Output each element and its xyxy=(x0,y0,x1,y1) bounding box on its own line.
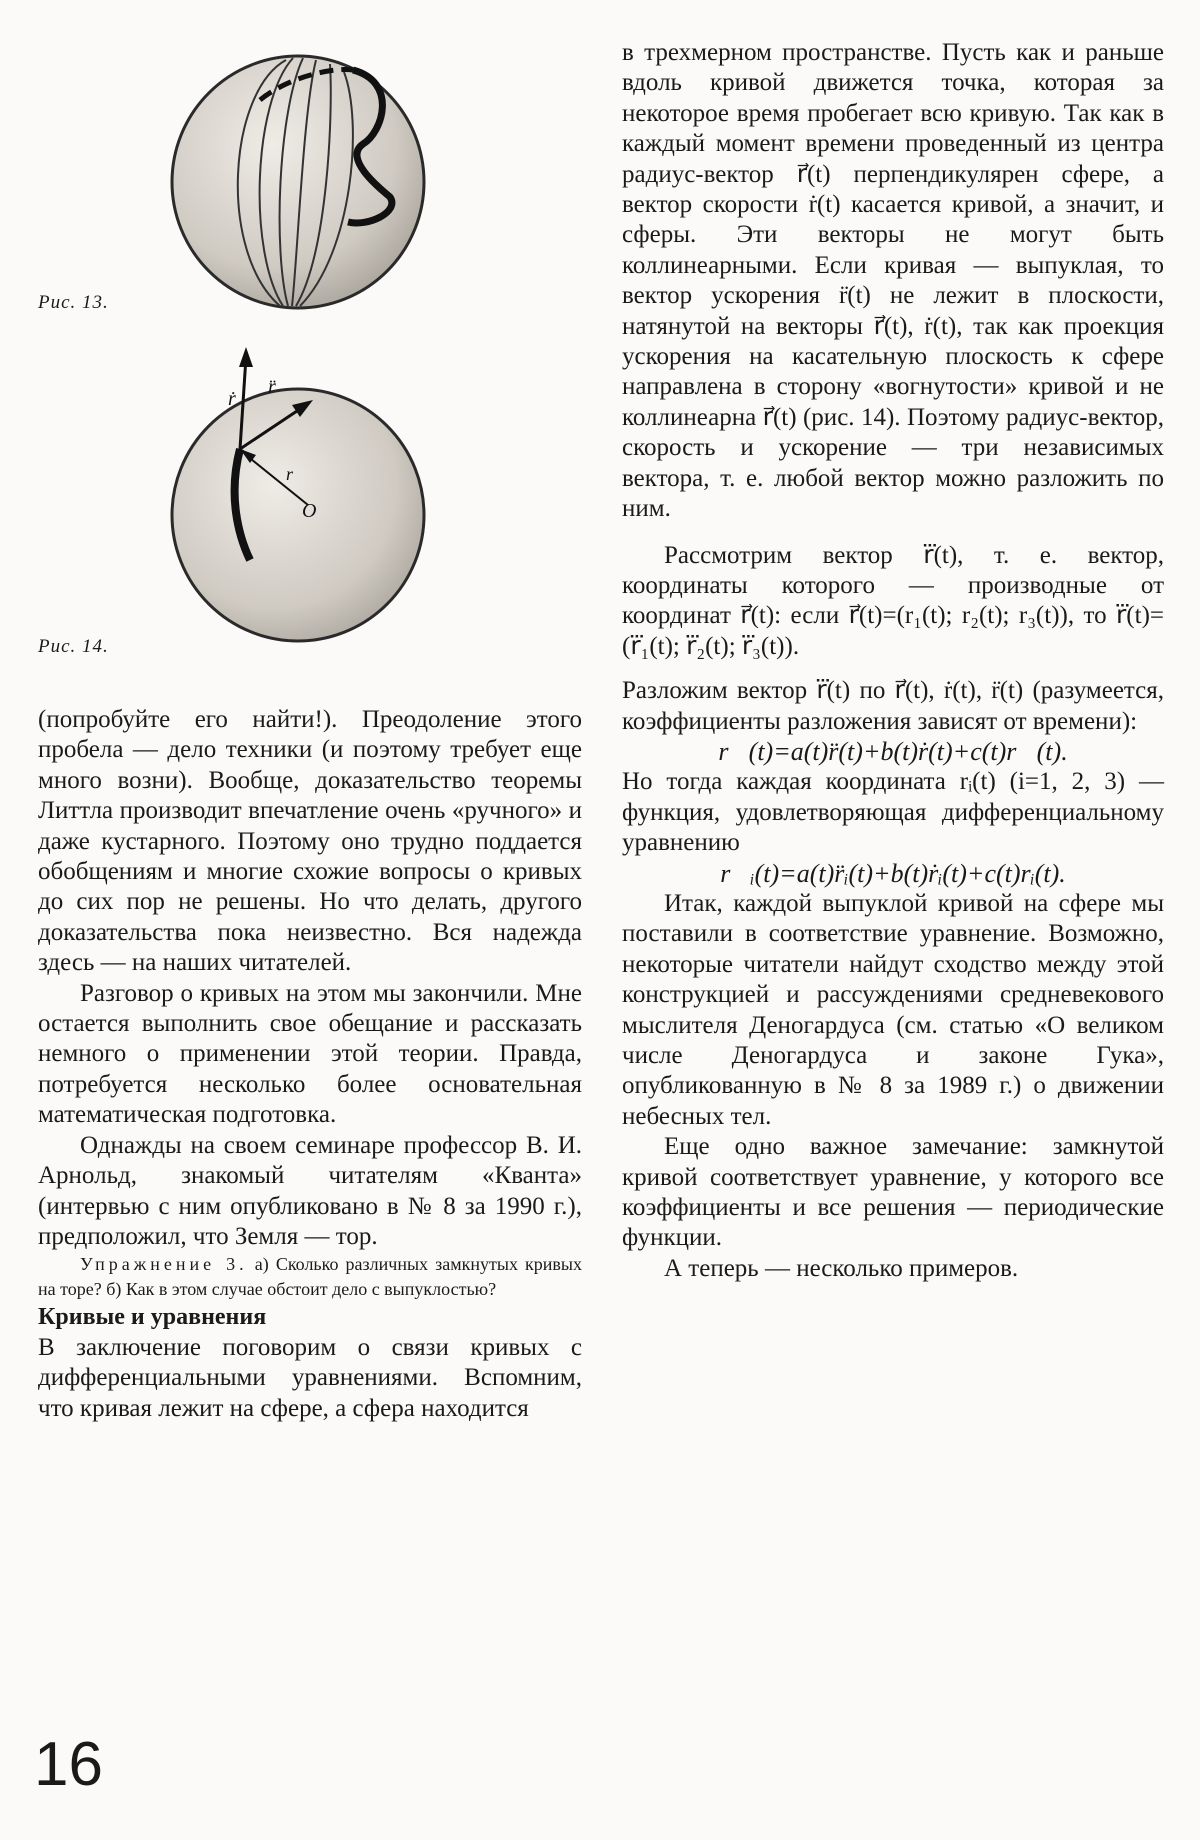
right-paragraph-7: А теперь — несколько примеров. xyxy=(664,1254,1019,1282)
right-paragraph-6: Еще одно важное замечание: замкнутой кривой соответствует уравнение, у которого все коэффициенты и все решения — периодические функции. xyxy=(622,1133,1164,1252)
figure-14 xyxy=(168,345,438,655)
left-paragraph-3: Однажды на своем семинаре профессор В. И. Арнольд, знакомый читателям «Кванта» (интервью с ним опубликовано в № 8 за 1990 г.), предположил, что Земля — тор. xyxy=(38,1131,582,1250)
label-r-dot: ṙ xyxy=(228,388,236,410)
exercise-text: а) Сколько различных замкнутых кривых на торе? б) Как в этом случае обстоит дело с выпуклостью? xyxy=(38,1254,583,1300)
figure-14-caption: Рис. 14. xyxy=(38,636,109,657)
right-paragraph-2: Рассмотрим вектор r⃛(t), т. е. вектор, координаты которого — производные от координат r⃗(t): если r⃗(t)=(r₁(t); r₂(t); r₃(t)), то r⃛(t)=(r⃛₁(t); r⃛₂(t); r⃛₃(t)). xyxy=(622,541,1164,660)
label-r-ddot: r̈ xyxy=(268,376,276,398)
formula-1: r⃛(t)=a(t)r̈(t)+b(t)ṙ(t)+c(t)r⃗(t). xyxy=(718,736,1068,766)
left-column xyxy=(38,705,582,1424)
figure-13-caption: Рис. 13. xyxy=(38,292,109,313)
page-number: 16 xyxy=(34,1730,103,1799)
right-paragraph-5: Итак, каждой выпуклой кривой на сфере мы поставили в соответствие уравнение. Возможно, некоторые читатели найдут сходство между этой конструкцией и рассуждениями средневекового мыслителя Деногардуса (см. статью «О великом числе Деногардуса и законе Гука», опубликованную в № 8 за 1989 г.) о движении небесных тел. xyxy=(622,889,1164,1130)
right-paragraph-1: в трехмерном пространстве. Пусть как и раньше вдоль кривой движется точка, которая за некоторое время пробегает всю кривую. Так как в каждый момент времени проведенный из центра радиус-вектор r⃗(t) перпендикулярен сфере, а вектор скорости ṙ(t) касается кривой, а значит, и сферы. Эти векторы не могут быть коллинеарными. Если кривая — выпуклая, то вектор ускорения r̈(t) не лежит в плоскости, натянутой на векторы r⃗(t), ṙ(t), так как проекция ускорения на касательную плоскость к сфере направлена в сторону «вогнутости» кривой и не коллинеарна r⃗(t) (рис. 14). Поэтому радиус-вектор, скорость и ускорение — три независимых вектора, т. е. любой вектор можно разложить по ним. xyxy=(622,39,1164,523)
right-paragraph-3: Разложим вектор r⃛(t) по r⃗(t), ṙ(t), r̈(t) (разумеется, коэффициенты разложения зависят от времени): xyxy=(622,677,1164,735)
section-heading: Кривые и уравнения xyxy=(38,1304,267,1331)
left-paragraph-2: Разговор о кривых на этом мы закончили. Мне остается выполнить свое обещание и рассказать немного о применении этой теории. Правда, потребуется несколько более основательная математическая подготовка. xyxy=(38,979,582,1129)
exercise-3 xyxy=(38,1252,582,1302)
exercise-label: Упражнение 3. xyxy=(80,1254,248,1275)
figure-13 xyxy=(168,52,438,312)
left-paragraph-4: В заключение поговорим о связи кривых с дифференциальными уравнениями. Вспомним, что кривая лежит на сфере, а сфера находится xyxy=(38,1333,582,1422)
left-paragraph-1: (попробуйте его найти!). Преодоление этого пробела — дело техники (и поэтому требует еще много возни). Вообще, доказательство теоремы Литтла производит впечатление очень «ручного» и даже кустарного. Поэтому оно трудно поддается обобщениям и многие схожие вопросы о кривых до сих пор не решены. Но что делать, другого доказательства пока неизвестно. Вся надежда здесь — на наших читателей. xyxy=(38,706,582,977)
right-paragraph-4: Но тогда каждая координата rᵢ(t) (i=1, 2, 3) — функция, удовлетворяющая дифференциальному уравнению xyxy=(622,768,1164,857)
label-origin: O xyxy=(302,500,317,522)
formula-2: r⃛ᵢ(t)=a(t)r̈ᵢ(t)+b(t)ṙᵢ(t)+c(t)rᵢ(t). xyxy=(720,858,1066,888)
label-r: r xyxy=(286,464,294,484)
right-column xyxy=(622,38,1164,1284)
